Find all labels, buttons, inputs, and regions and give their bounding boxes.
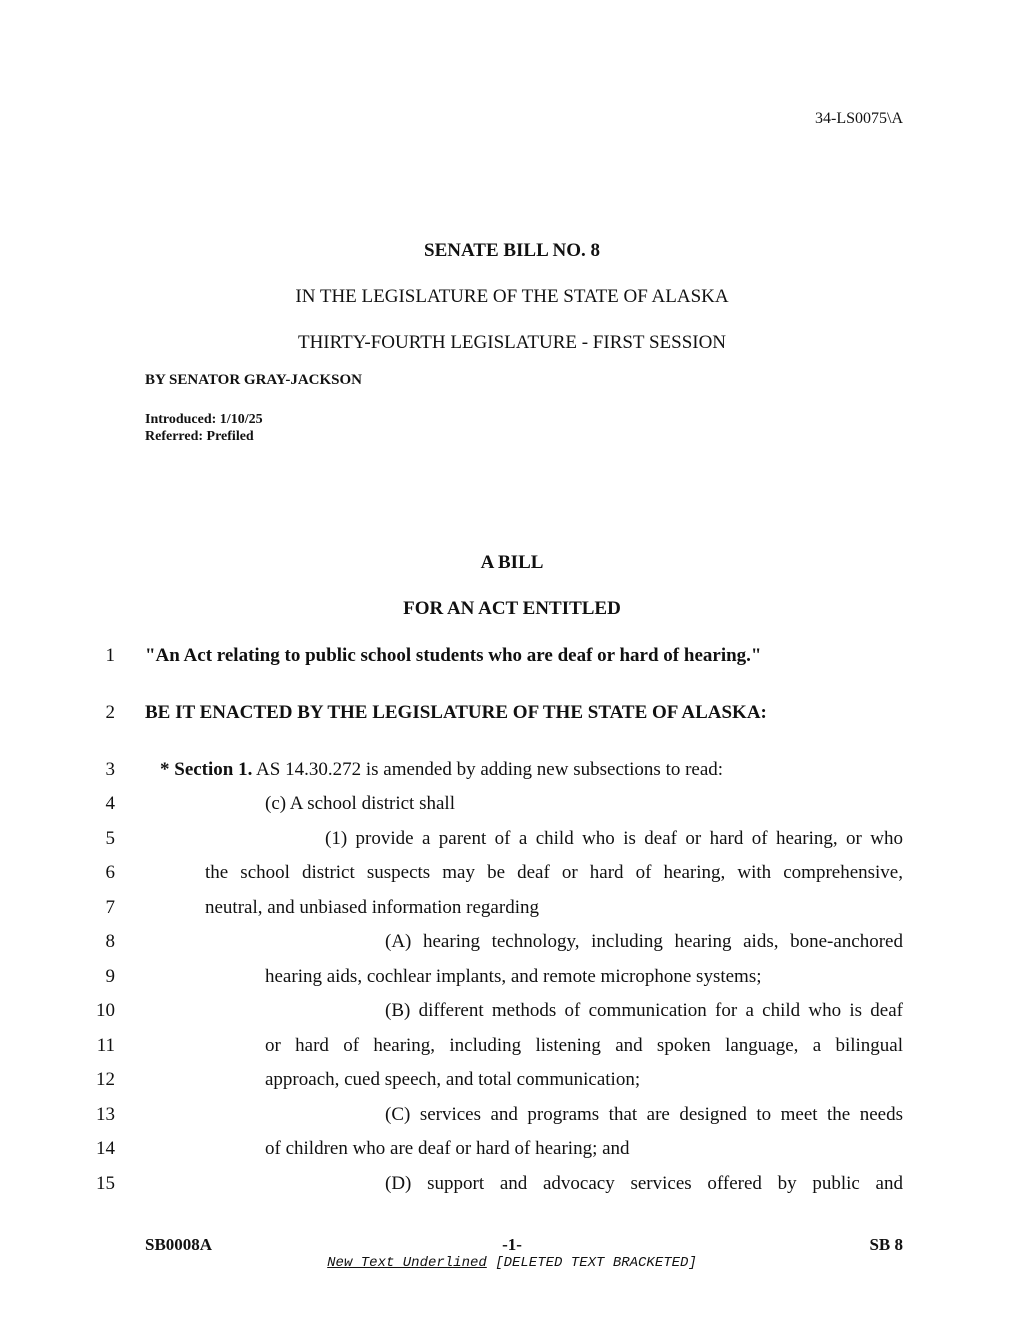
bill-line <box>0 1035 1024 1065</box>
line-text: neutral, and unbiased information regarding <box>205 897 539 918</box>
line-number: 15 <box>96 1173 115 1194</box>
line-text: (c) A school district shall <box>265 793 455 814</box>
line-number: 7 <box>105 897 115 918</box>
bill-line <box>0 1138 1024 1168</box>
line-number: 13 <box>96 1104 115 1125</box>
sponsor: BY SENATOR GRAY-JACKSON <box>145 372 362 388</box>
section-text <box>160 759 723 781</box>
bill-line <box>0 702 1024 732</box>
bill-line <box>0 1173 1024 1203</box>
line-number: 10 <box>96 1000 115 1021</box>
line-text: approach, cued speech, and total communication; <box>265 1069 641 1090</box>
line-text: or hard of hearing, including listening and spoken language, a bilingual <box>265 1035 903 1056</box>
line-number: 6 <box>105 862 115 883</box>
line-number: 9 <box>105 966 115 987</box>
bill-number: SENATE BILL NO. 8 <box>424 240 600 261</box>
edit-legend <box>0 1255 1024 1271</box>
line-text: (B) different methods of communication for a child who is deaf <box>385 1000 903 1021</box>
introduced-date: Introduced: 1/10/25 <box>145 412 263 427</box>
line-number: 5 <box>105 828 115 849</box>
bill-line <box>0 759 1024 789</box>
bill-line <box>0 897 1024 927</box>
legend-underlined: New Text Underlined <box>327 1255 487 1271</box>
line-number: 14 <box>96 1138 115 1159</box>
section-label: * Section 1. <box>160 759 253 780</box>
line-number: 1 <box>105 645 115 666</box>
legend-bracketed: [DELETED TEXT BRACKETED] <box>486 1255 697 1271</box>
enacting-clause: BE IT ENACTED BY THE LEGISLATURE OF THE STATE OF ALASKA: <box>145 702 767 723</box>
line-number: 2 <box>105 702 115 723</box>
line-text: of children who are deaf or hard of hearing; and <box>265 1138 630 1159</box>
referred-status: Referred: Prefiled <box>145 429 254 444</box>
a-bill-heading: A BILL <box>480 552 544 573</box>
footer-bill-short: SB 8 <box>869 1235 903 1254</box>
page-number: -1- <box>502 1235 522 1254</box>
legislature-heading: IN THE LEGISLATURE OF THE STATE OF ALASKA <box>295 286 729 307</box>
bill-line <box>0 828 1024 858</box>
document-id: 34-LS0075\A <box>815 110 903 127</box>
line-text: (A) hearing technology, including hearing aids, bone-anchored <box>385 931 903 952</box>
line-number: 3 <box>105 759 115 780</box>
line-text: (C) services and programs that are designed to meet the needs <box>385 1104 903 1125</box>
footer-bill-code: SB0008A <box>145 1235 213 1254</box>
session-heading: THIRTY-FOURTH LEGISLATURE - FIRST SESSION <box>297 332 727 353</box>
bill-line <box>0 645 1024 675</box>
line-text: (D) support and advocacy services offered by public and <box>385 1173 903 1194</box>
bill-line <box>0 793 1024 823</box>
line-text: (1) provide a parent of a child who is deaf or hard of hearing, or who <box>325 828 903 849</box>
act-title: "An Act relating to public school students who are deaf or hard of hearing." <box>145 645 762 666</box>
bill-line <box>0 1104 1024 1134</box>
bill-line <box>0 862 1024 892</box>
bill-line <box>0 966 1024 996</box>
line-number: 12 <box>96 1069 115 1090</box>
line-number: 8 <box>105 931 115 952</box>
bill-line <box>0 1069 1024 1099</box>
line-number: 4 <box>105 793 115 814</box>
line-number: 11 <box>96 1035 115 1056</box>
bill-line <box>0 931 1024 961</box>
line-text: hearing aids, cochlear implants, and remote microphone systems; <box>265 966 762 987</box>
for-act-heading: FOR AN ACT ENTITLED <box>403 598 621 619</box>
bill-line <box>0 1000 1024 1030</box>
line-text: the school district suspects may be deaf or hard of hearing, with comprehensive, <box>205 862 903 883</box>
section-body: AS 14.30.272 is amended by adding new subsections to read: <box>252 759 724 780</box>
